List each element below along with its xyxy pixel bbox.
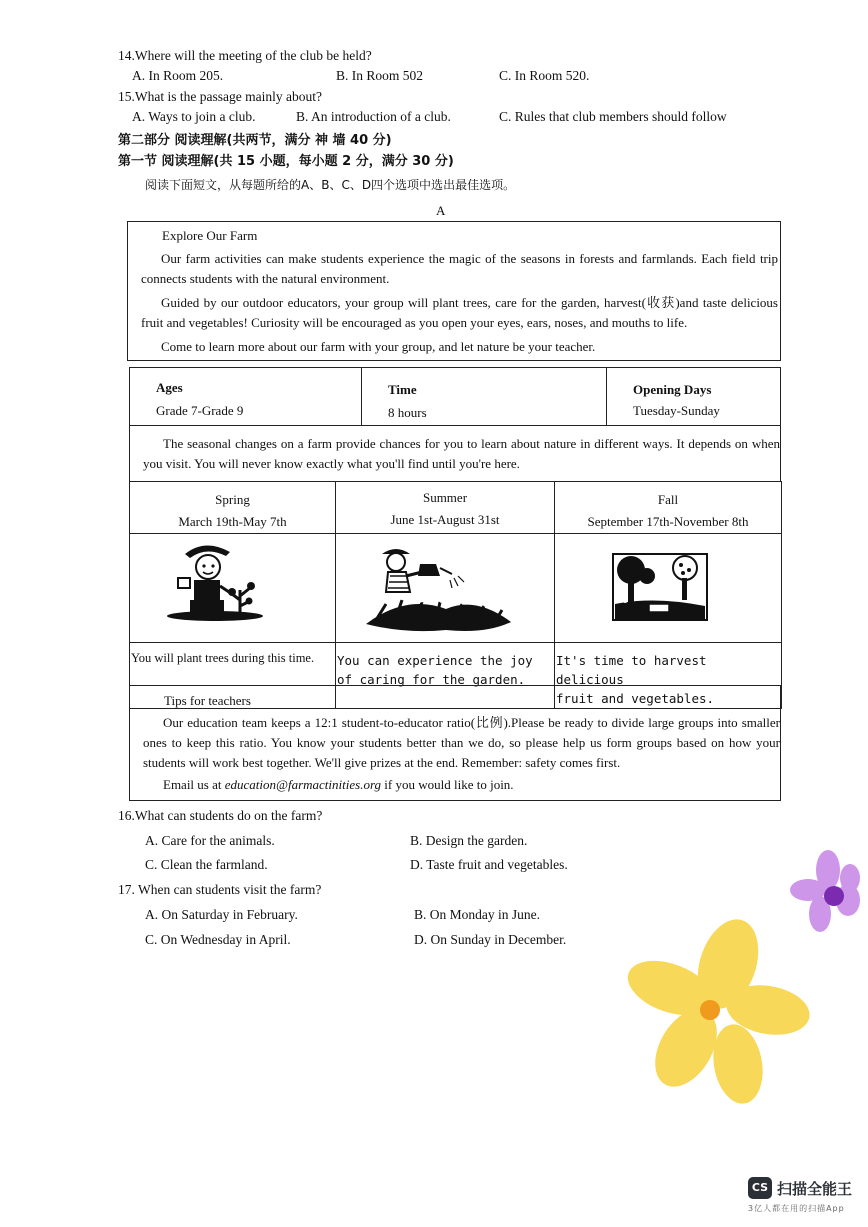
fall-description-line-1: It's time to harvest delicious	[556, 653, 707, 687]
question-14-stem: 14.Where will the meeting of the club be held?	[118, 48, 372, 63]
intro-title: Explore Our Farm	[162, 228, 258, 243]
q15-option-c: C. Rules that club members should follow	[499, 109, 727, 124]
harvest-landscape-icon	[555, 534, 781, 638]
boy-planting-tree-icon	[130, 534, 335, 638]
fall-name: Fall	[657, 492, 679, 507]
spring-name: Spring	[215, 492, 250, 507]
summer-description-line-1: You can experience the joy	[337, 653, 533, 668]
spring-description: You will plant trees during this time.	[131, 651, 315, 665]
camscanner-tagline: 3亿人都在用的扫描App	[748, 1204, 845, 1213]
tips-body: Our education team keeps a 12:1 student-to-educator ratio(比例).Please be ready to divide large groups into smaller ones to keep this ratio. You know your students better than we do, so please help us form groups based on how your students will work best together. We'll give prizes at the end. Remember: safety comes first.	[143, 715, 780, 770]
intro-paragraph-3: Come to learn more about our farm with your group, and let nature be your teacher.	[161, 339, 596, 354]
email-prefix: Email us at	[163, 777, 225, 792]
question-17-stem: 17. When can students visit the farm?	[118, 882, 322, 897]
email-suffix: if you would like to join.	[381, 777, 514, 792]
fall-dates: September 17th-November 8th	[587, 514, 749, 529]
q17-option-a: A. On Saturday in February.	[145, 907, 298, 922]
ages-value: Grade 7-Grade 9	[156, 403, 244, 418]
passage-letter: A	[436, 203, 446, 218]
days-value: Tuesday-Sunday	[633, 403, 720, 418]
summer-cell	[336, 482, 555, 534]
summer-image-cell	[336, 534, 555, 643]
email-link[interactable]: education@farmactinities.org	[224, 777, 382, 792]
intro-paragraph-2: Guided by our outdoor educators, your group will plant trees, care for the garden, harvest(收获)and taste delicious fruit and vegetables! Curiosity will be encouraged as you open your eyes, ears, noses, and mouths to life.	[141, 295, 778, 330]
info-table	[129, 367, 781, 426]
q14-option-b: B. In Room 502	[336, 68, 424, 83]
tips-email-line	[143, 775, 780, 795]
ages-label: Ages	[156, 380, 183, 395]
q17-option-b: B. On Monday in June.	[414, 907, 540, 922]
part-two-heading: 第二部分 阅读理解(共两节，满分 神 墙 40 分)	[118, 133, 392, 148]
spring-dates: March 19th-May 7th	[178, 514, 287, 529]
seasonal-box	[129, 425, 781, 482]
q14-option-c: C. In Room 520.	[499, 68, 590, 83]
q16-option-d: D. Taste fruit and vegetables.	[410, 857, 568, 872]
tips-title: Tips for teachers	[164, 693, 251, 708]
question-15-stem: 15.What is the passage mainly about?	[118, 89, 322, 104]
summer-dates: June 1st-August 31st	[390, 512, 500, 527]
time-cell	[362, 368, 607, 426]
tips-box	[129, 685, 781, 801]
q15-option-a: A. Ways to join a club.	[132, 109, 256, 124]
spring-cell	[130, 482, 336, 534]
days-cell	[607, 368, 781, 426]
intro-box	[127, 221, 781, 361]
fall-cell	[555, 482, 782, 534]
days-label: Opening Days	[633, 382, 712, 397]
q14-option-a: A. In Room 205.	[132, 68, 224, 83]
fall-image-cell	[555, 534, 782, 643]
q15-option-b: B. An introduction of a club.	[296, 109, 451, 124]
time-value: 8 hours	[388, 405, 427, 420]
spring-image-cell	[130, 534, 336, 643]
summer-description-line-2: of caring for the garden.	[337, 672, 526, 687]
person-watering-garden-icon	[336, 534, 554, 638]
q16-option-c: C. Clean the farmland.	[145, 857, 268, 872]
yellow-flower-icon	[626, 918, 810, 1104]
q17-option-d: D. On Sunday in December.	[414, 932, 567, 947]
summer-name: Summer	[422, 490, 468, 505]
section-one-heading: 第一节 阅读理解(共 15 小题，每小题 2 分，满分 30 分)	[118, 154, 454, 169]
intro-paragraph-1: Our farm activities can make students experience the magic of the seasons in forests and farmlands. Each field trip connects students with the natural environment.	[141, 251, 778, 286]
q16-option-b: B. Design the garden.	[410, 833, 528, 848]
fall-description-line-2: fruit and vegetables.	[556, 691, 715, 706]
seasons-table	[129, 481, 782, 709]
question-16-stem: 16.What can students do on the farm?	[118, 808, 323, 823]
reading-instruction: 阅读下面短文，从每题所给的A、B、C、D四个选项中选出最佳选项。	[145, 178, 516, 192]
camscanner-name: 扫描全能王	[777, 1180, 853, 1198]
ages-cell	[130, 368, 362, 426]
seasonal-paragraph: The seasonal changes on a farm provide chances for you to learn about nature in different ways. It depends on when you visit. You will never know exactly what you'll find until you're here.	[143, 436, 780, 471]
q16-option-a: A. Care for the animals.	[145, 833, 275, 848]
time-label: Time	[388, 382, 417, 397]
q17-option-c: C. On Wednesday in April.	[145, 932, 291, 947]
camscanner-logo: CS	[748, 1177, 772, 1199]
